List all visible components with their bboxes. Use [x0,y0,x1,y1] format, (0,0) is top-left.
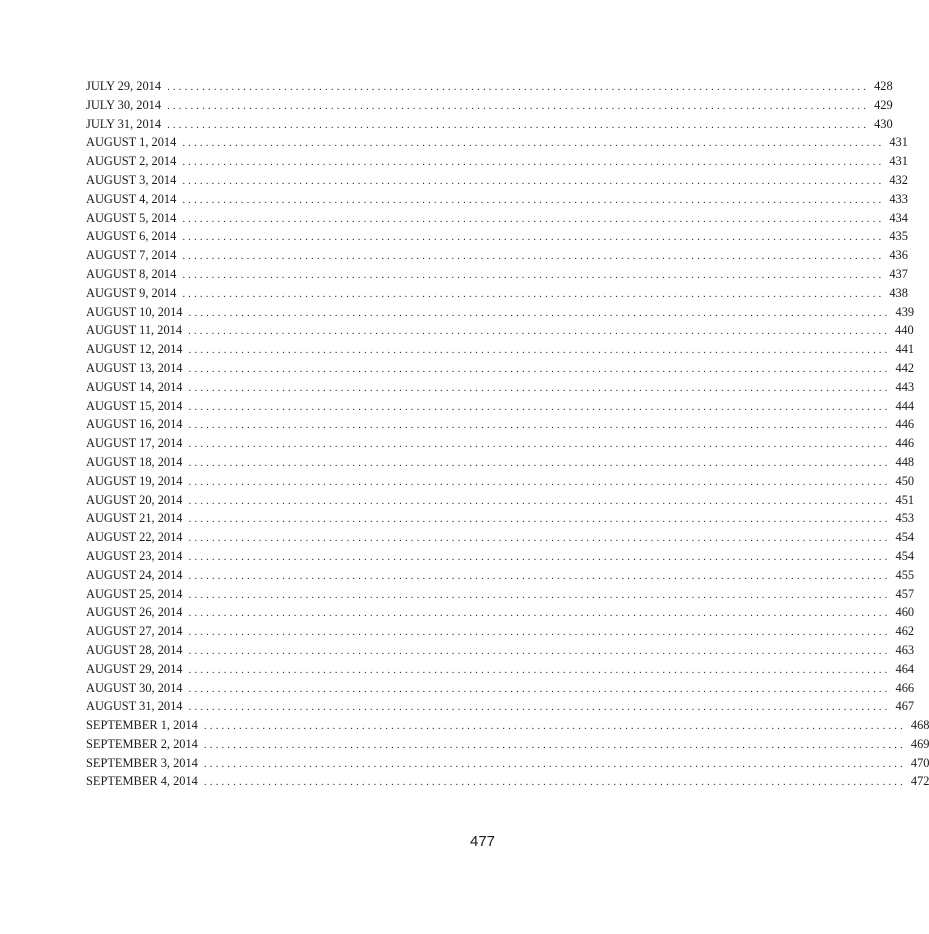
dot-leader: ........................................................................................................................ [188,588,891,601]
toc-entry-page: 460 [895,605,915,620]
toc-entry-page: 429 [874,97,893,112]
toc-entry-label: AUGUST 19, 2014 [86,473,183,488]
toc-entry-label: AUGUST 15, 2014 [86,398,183,413]
dot-leader: ........................................................................................................................ [188,362,891,375]
toc-entry-label: AUGUST 9, 2014 [86,285,177,300]
toc-entry-label: JULY 31, 2014 [86,116,162,131]
toc-entry [86,641,915,660]
toc-entry-label: AUGUST 17, 2014 [86,436,183,451]
toc-entry-page: 464 [895,661,915,676]
toc-entry-page: 462 [895,624,915,639]
toc-entry [86,359,915,378]
toc-entry-label: AUGUST 14, 2014 [86,379,183,394]
toc-entry-label: AUGUST 4, 2014 [86,191,177,206]
toc-entry-page: 433 [889,191,908,206]
toc-entry-page: 436 [889,248,908,263]
dot-leader: ........................................................................................................................ [188,306,891,319]
toc-entry-label: AUGUST 8, 2014 [86,266,177,281]
dot-leader: ........................................................................................................................ [188,438,891,451]
toc-entry-page: 453 [895,511,915,526]
dot-leader: ........................................................................................................................ [182,250,885,263]
toc-entry [86,246,908,265]
toc-entry-page: 435 [889,229,908,244]
toc-entry [86,622,915,641]
toc-entry-page: 467 [895,699,915,714]
toc-entry [86,227,908,246]
dot-leader: ........................................................................................................................ [182,174,885,187]
toc-entry-label: SEPTEMBER 1, 2014 [86,718,198,733]
toc-entry-page: 431 [889,135,908,150]
toc-entry-page: 442 [895,360,915,375]
toc-entry-label: AUGUST 7, 2014 [86,248,177,263]
table-of-contents [86,77,929,791]
toc-entry [86,133,908,152]
dot-leader: ........................................................................................................................ [203,757,906,770]
dot-leader: ........................................................................................................................ [188,494,891,507]
toc-entry-page: 451 [895,492,915,507]
toc-entry-label: AUGUST 30, 2014 [86,680,183,695]
toc-entry-label: AUGUST 2, 2014 [86,154,177,169]
dot-leader: ........................................................................................................................ [182,193,885,206]
dot-leader: ........................................................................................................................ [182,268,885,281]
toc-entry-page: 446 [895,417,915,432]
toc-entry [86,528,915,547]
dot-leader: ........................................................................................................................ [188,626,891,639]
toc-entry-label: AUGUST 24, 2014 [86,567,183,582]
dot-leader: ........................................................................................................................ [188,663,891,676]
toc-entry-label: AUGUST 5, 2014 [86,210,177,225]
toc-entry-page: 437 [889,266,908,281]
toc-entry-page: 440 [895,323,914,338]
toc-entry [86,660,915,679]
toc-entry [86,509,915,528]
toc-entry-page: 446 [895,436,915,451]
toc-entry [86,547,915,566]
toc-entry [86,284,908,303]
toc-entry [86,96,893,115]
dot-leader: ........................................................................................................................ [182,212,885,225]
toc-entry-page: 448 [895,454,915,469]
dot-leader: ........................................................................................................................ [188,456,891,469]
toc-entry-label: AUGUST 23, 2014 [86,548,183,563]
toc-entry [86,265,908,284]
toc-entry [86,77,893,96]
toc-entry-page: 444 [895,398,915,413]
toc-entry-page: 466 [895,680,915,695]
toc-entry-label: AUGUST 6, 2014 [86,229,177,244]
dot-leader: ........................................................................................................................ [188,682,891,695]
toc-entry [86,303,915,322]
toc-entry-label: AUGUST 26, 2014 [86,605,183,620]
toc-entry-page: 439 [895,304,915,319]
toc-entry [86,772,929,791]
toc-entry-page: 454 [895,548,915,563]
toc-entry [86,603,915,622]
toc-entry [86,453,915,472]
dot-leader: ........................................................................................................................ [167,99,870,112]
toc-entry [86,190,908,209]
dot-leader: ........................................................................................................................ [188,644,891,657]
dot-leader: ........................................................................................................................ [188,607,891,620]
toc-entry-page: 470 [910,755,929,770]
toc-entry-page: 441 [895,342,915,357]
toc-entry [86,491,915,510]
toc-entry [86,115,893,134]
toc-entry-label: JULY 30, 2014 [86,97,162,112]
toc-entry-label: AUGUST 20, 2014 [86,492,183,507]
toc-entry-label: AUGUST 22, 2014 [86,530,183,545]
toc-entry-label: AUGUST 29, 2014 [86,661,183,676]
toc-entry [86,679,915,698]
toc-entry [86,209,908,228]
toc-entry-page: 455 [895,567,915,582]
toc-entry-page: 450 [895,473,915,488]
toc-entry-label: AUGUST 25, 2014 [86,586,183,601]
toc-entry-label: JULY 29, 2014 [86,79,162,93]
toc-entry-page: 443 [895,379,915,394]
toc-entry-label: AUGUST 18, 2014 [86,454,183,469]
toc-entry-label: AUGUST 1, 2014 [86,135,177,150]
toc-entry-page: 472 [910,774,929,789]
toc-entry-page: 438 [889,285,908,300]
toc-entry-page: 468 [910,718,929,733]
toc-entry [86,472,915,491]
dot-leader: ........................................................................................................................ [203,720,906,733]
toc-entry-page: 457 [895,586,915,601]
toc-entry [86,321,914,340]
toc-entry-page: 430 [874,116,893,131]
toc-entry-page: 454 [895,530,915,545]
dot-leader: ........................................................................................................................ [188,532,891,545]
dot-leader: ........................................................................................................................ [203,776,906,789]
dot-leader: ........................................................................................................................ [182,156,885,169]
toc-entry [86,754,929,773]
toc-entry [86,697,915,716]
toc-entry-label: AUGUST 12, 2014 [86,342,183,357]
dot-leader: ........................................................................................................................ [188,325,891,338]
page-number: 477 [470,833,496,850]
toc-entry-page: 434 [889,210,908,225]
toc-entry [86,397,915,416]
dot-leader: ........................................................................................................................ [188,400,891,413]
dot-leader: ........................................................................................................................ [188,381,891,394]
toc-entry-label: AUGUST 21, 2014 [86,511,183,526]
dot-leader: ........................................................................................................................ [188,475,891,488]
toc-entry-label: AUGUST 13, 2014 [86,360,183,375]
toc-entry [86,152,908,171]
toc-entry [86,340,915,359]
toc-entry [86,171,908,190]
toc-entry-label: SEPTEMBER 2, 2014 [86,736,198,751]
dot-leader: ........................................................................................................................ [188,701,891,714]
toc-entry [86,434,915,453]
dot-leader: ........................................................................................................................ [182,231,885,244]
toc-entry-label: SEPTEMBER 4, 2014 [86,774,198,789]
dot-leader: ........................................................................................................................ [188,344,891,357]
toc-entry-label: AUGUST 3, 2014 [86,172,177,187]
dot-leader: ........................................................................................................................ [182,287,885,300]
toc-entry-label: SEPTEMBER 3, 2014 [86,755,198,770]
toc-entry [86,716,929,735]
dot-leader: ........................................................................................................................ [188,569,891,582]
dot-leader: ........................................................................................................................ [188,419,891,432]
toc-entry-label: AUGUST 10, 2014 [86,304,183,319]
toc-entry [86,585,915,604]
dot-leader: ........................................................................................................................ [188,513,891,526]
toc-entry-page: 432 [889,172,908,187]
toc-entry-label: AUGUST 27, 2014 [86,624,183,639]
dot-leader: ........................................................................................................................ [203,738,906,751]
toc-entry-page: 428 [874,79,893,93]
toc-entry [86,415,915,434]
toc-entry [86,566,915,585]
dot-leader: ........................................................................................................................ [188,550,891,563]
toc-entry [86,735,929,754]
toc-entry-page: 469 [910,736,929,751]
dot-leader: ........................................................................................................................ [167,118,870,131]
toc-entry-label: AUGUST 28, 2014 [86,642,183,657]
toc-entry-label: AUGUST 11, 2014 [86,323,183,338]
dot-leader: ........................................................................................................................ [167,81,870,93]
toc-entry-label: AUGUST 31, 2014 [86,699,183,714]
toc-entry-page: 463 [895,642,915,657]
toc-entry [86,378,915,397]
toc-entry-label: AUGUST 16, 2014 [86,417,183,432]
toc-entry-page: 431 [889,154,908,169]
dot-leader: ........................................................................................................................ [182,137,885,150]
